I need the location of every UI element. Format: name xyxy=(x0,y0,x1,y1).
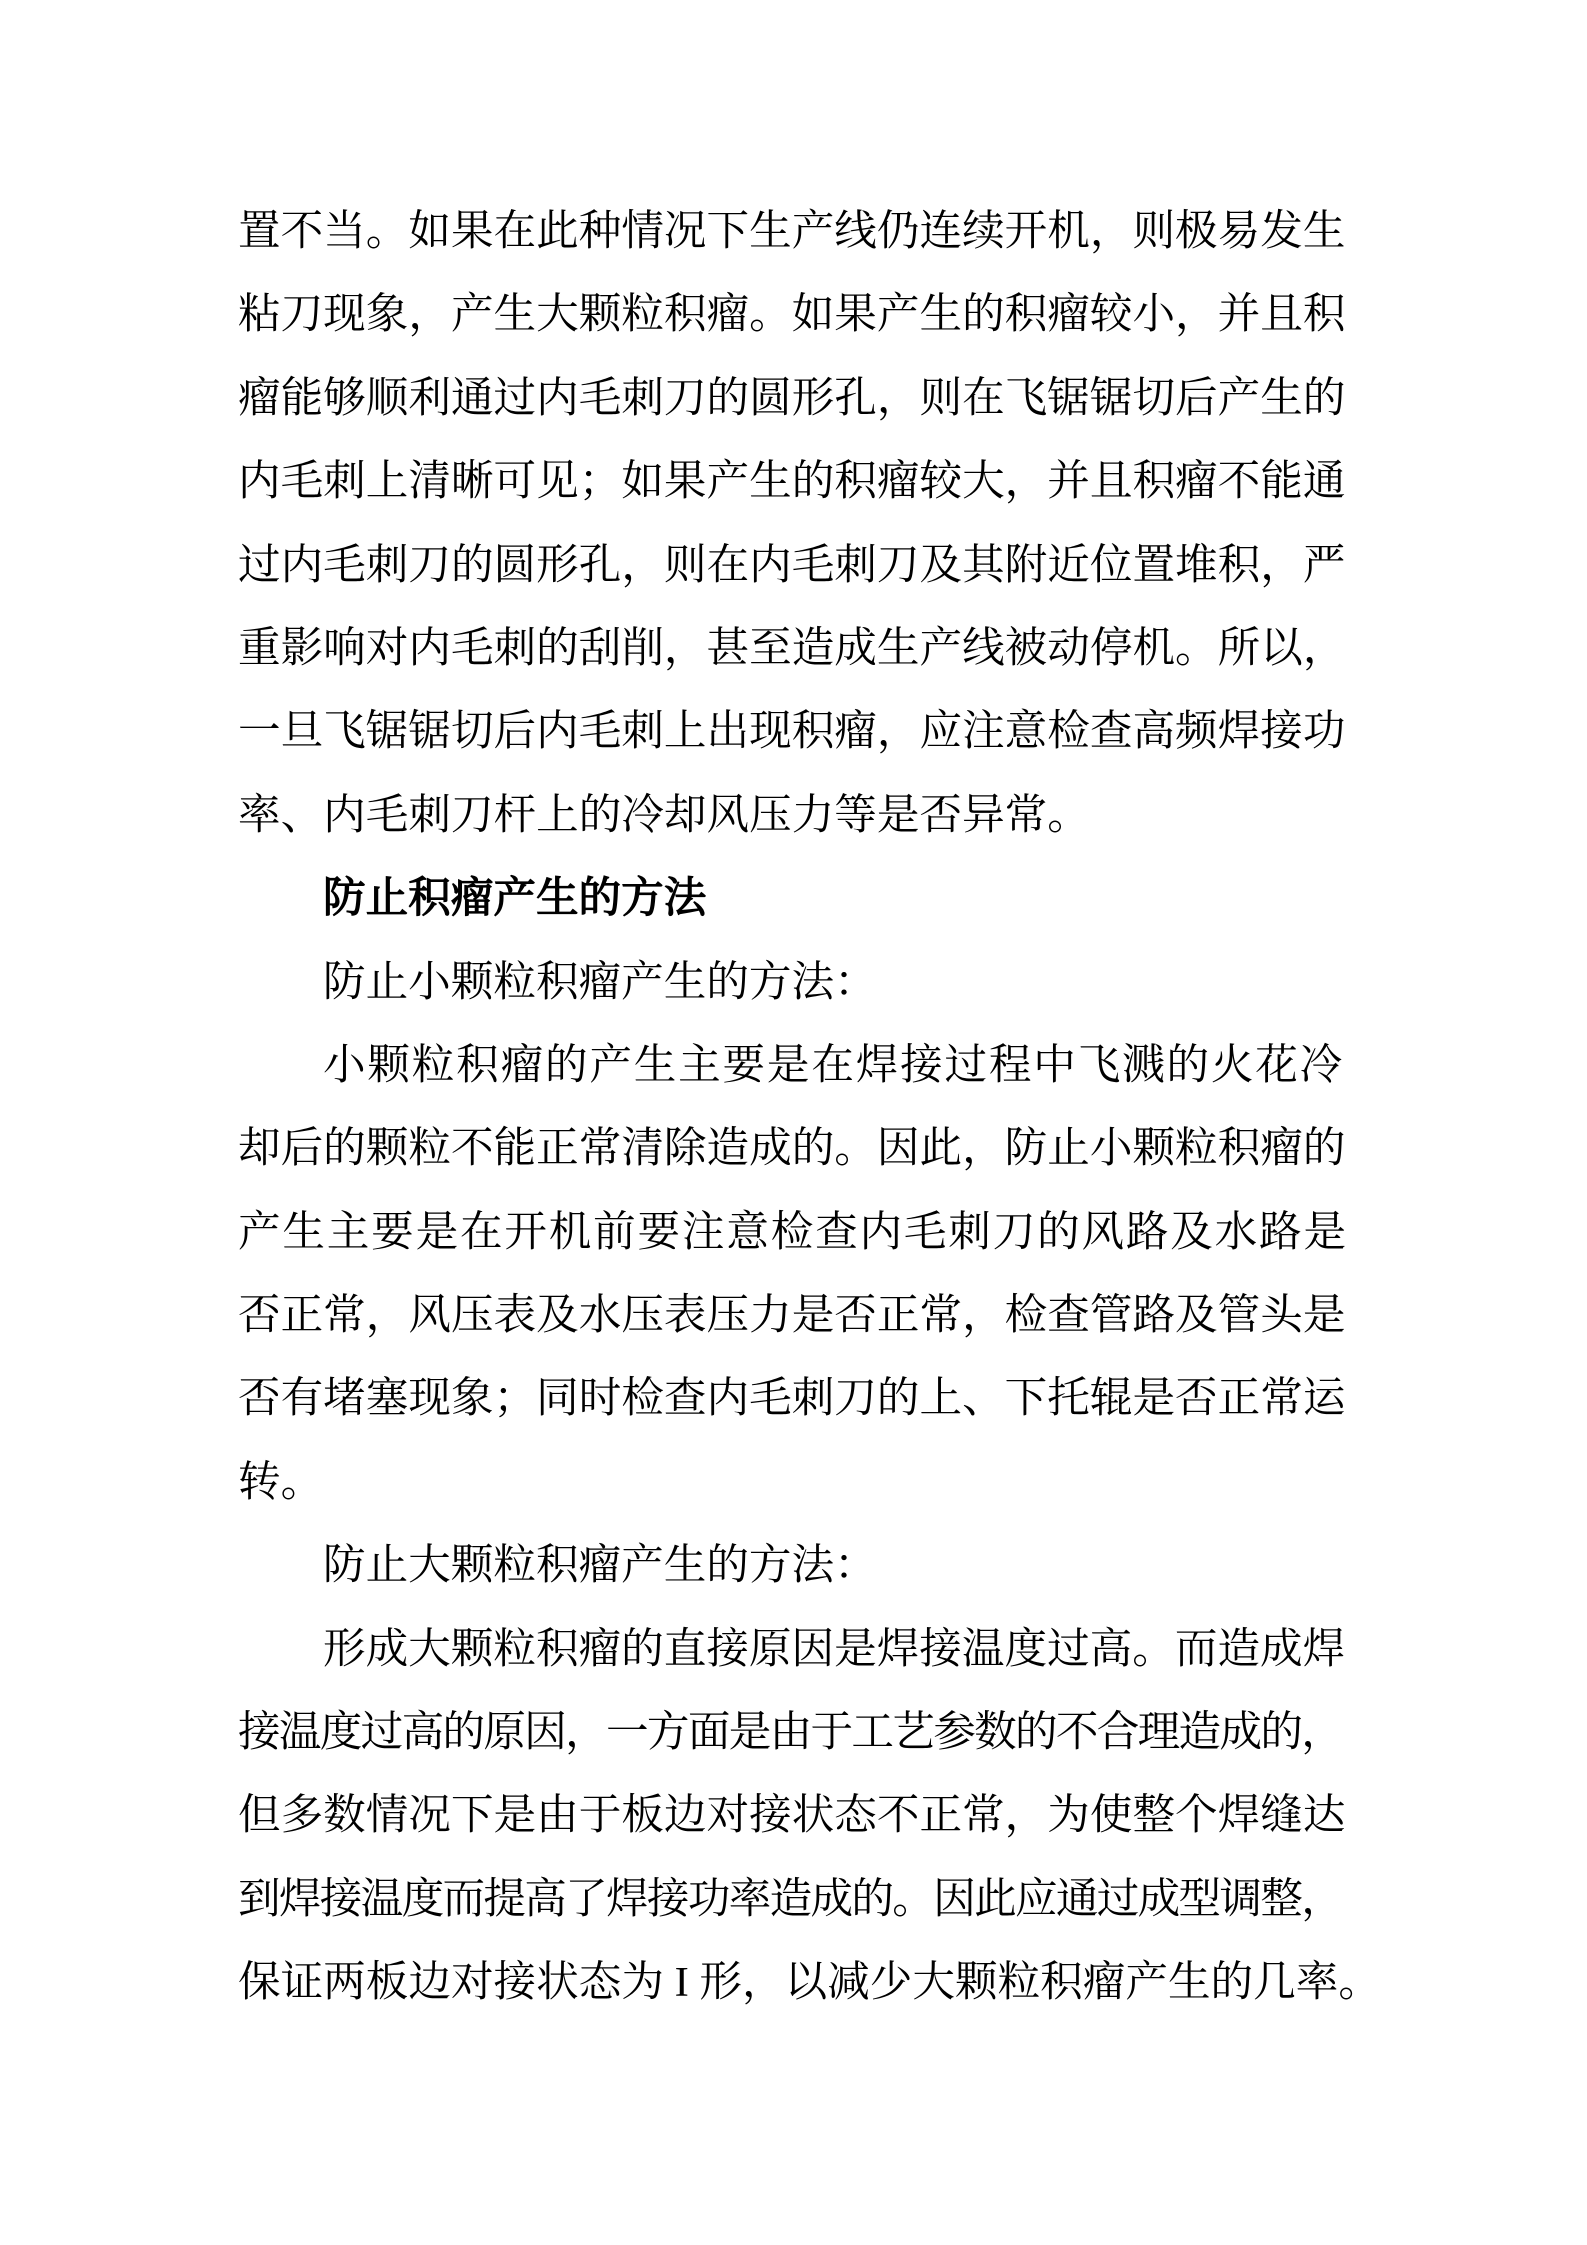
text-line: 率、内毛刺刀杆上的冷却风压力等是否异常。 xyxy=(238,791,1090,839)
text-line: 重影响对内毛刺的刮削，甚至造成生产线被动停机。所以， xyxy=(238,624,1346,672)
text-line: 置不当。如果在此种情况下生产线仍连续开机，则极易发生 xyxy=(238,208,1346,255)
text-line: 否正常，风压表及水压表压力是否正常，检查管路及管头是 xyxy=(238,1292,1346,1340)
sub-heading: 防止大颗粒积瘤产生的方法： xyxy=(323,1542,877,1590)
text-line: 但多数情况下是由于板边对接状态不正常，为使整个焊缝达 xyxy=(238,1792,1346,1840)
text-line: 形成大颗粒积瘤的直接原因是焊接温度过高。而造成焊 xyxy=(323,1625,1346,1673)
text-line: 内毛刺上清晰可见；如果产生的积瘤较大，并且积瘤不能通 xyxy=(238,458,1346,506)
sub-heading: 防止小颗粒积瘤产生的方法： xyxy=(323,958,877,1006)
text-line: 瘤能够顺利通过内毛刺刀的圆形孔，则在飞锯锯切后产生的 xyxy=(238,374,1346,422)
document-body xyxy=(238,190,1381,2025)
text-line: 粘刀现象，产生大颗粒积瘤。如果产生的积瘤较小，并且积 xyxy=(238,291,1346,339)
text-line: 转。 xyxy=(238,1458,324,1506)
text-line: 却后的颗粒不能正常清除造成的。因此，防止小颗粒积瘤的 xyxy=(238,1125,1346,1173)
text-line: 小颗粒积瘤的产生主要是在焊接过程中飞溅的火花冷 xyxy=(323,1041,1345,1089)
text-line: 一旦飞锯锯切后内毛刺上出现积瘤，应注意检查高频焊接功 xyxy=(238,708,1346,756)
text-line: 接温度过高的原因，一方面是由于工艺参数的不合理造成的， xyxy=(238,1709,1343,1757)
text-line: 否有堵塞现象；同时检查内毛刺刀的上、下托辊是否正常运 xyxy=(238,1375,1346,1423)
text-line: 过内毛刺刀的圆形孔，则在内毛刺刀及其附近位置堆积，严 xyxy=(238,541,1346,589)
text-line: 保证两板边对接状态为 I 形，以减少大颗粒积瘤产生的几率。 xyxy=(238,1959,1381,2007)
text-line: 到焊接温度而提高了焊接功率造成的。因此应通过成型调整， xyxy=(238,1875,1343,1923)
text-line: 产生主要是在开机前要注意检查内毛刺刀的风路及水路是 xyxy=(238,1208,1348,1256)
section-heading: 防止积瘤产生的方法 xyxy=(323,875,707,923)
